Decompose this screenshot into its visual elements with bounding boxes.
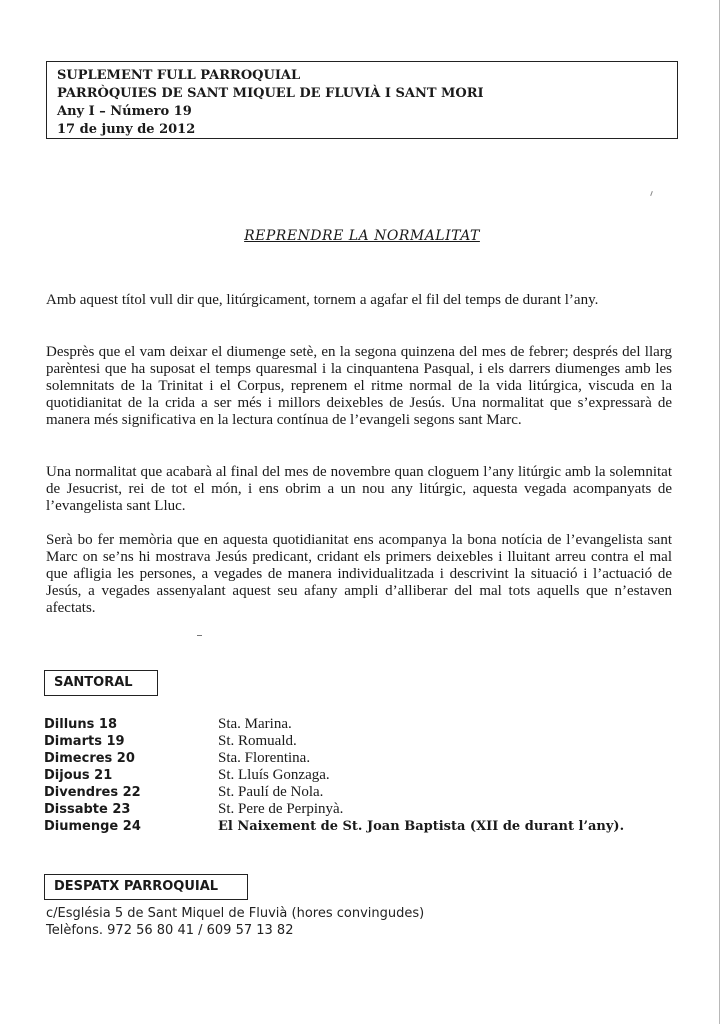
despatx-phones: Telèfons. 972 56 80 41 / 609 57 13 82: [46, 923, 294, 938]
santoral-heading: SANTORAL: [44, 670, 158, 696]
santoral-row: [44, 750, 684, 767]
despatx-info: [46, 905, 424, 939]
despatx-heading: DESPATX PARROQUIAL: [44, 874, 248, 900]
santoral-saint: St. Paulí de Nola.: [218, 784, 324, 800]
header-date: 17 de juny de 2012: [57, 122, 196, 137]
scan-mark: [197, 635, 202, 636]
page-edge-line: [719, 0, 720, 1024]
header-parishes: PARRÒQUIES DE SANT MIQUEL DE FLUVIÀ I SANT MORI: [57, 86, 484, 101]
header-issue-number: Any I – Número 19: [57, 104, 192, 119]
santoral-row: [44, 733, 684, 750]
santoral-row: [44, 716, 684, 733]
header-box: [46, 61, 678, 139]
santoral-saint: St. Pere de Perpinyà.: [218, 801, 344, 817]
article-paragraph-2: Desprès que el vam deixar el diumenge setè, en la segona quinzena del mes de febrer; després del llarg parèntesi que ha suposat el temps quaresmal i la cinquantena Pasqual, i els darrers diumenges amb les solemnitats de la Trinitat i el Corpus, reprenem el ritme normal de la vida litúrgica, viscuda en la quotidianitat de la crida a ser més i millors deixebles de Jesús. Una normalitat que s’expressarà de manera més significativa en la lectura contínua de l’evangeli segons sant Marc.: [46, 344, 672, 428]
santoral-row: [44, 767, 684, 784]
article-paragraph-1: Amb aquest títol vull dir que, litúrgicament, tornem a agafar el fil del temps de durant l’any.: [46, 292, 599, 308]
santoral-saint: St. Romuald.: [218, 733, 297, 749]
despatx-address: c/Església 5 de Sant Miquel de Fluvià (hores convingudes): [46, 906, 425, 921]
article-title: REPRENDRE LA NORMALITAT: [244, 228, 480, 244]
santoral-day: Dimecres 20: [44, 751, 135, 766]
santoral-saint-feast: El Naixement de St. Joan Baptista (XII de durant l’any).: [218, 819, 625, 834]
santoral-saint: St. Lluís Gonzaga.: [218, 767, 330, 783]
santoral-day: Dijous 21: [44, 768, 113, 783]
santoral-saint: Sta. Florentina.: [218, 750, 311, 766]
santoral-row: [44, 784, 684, 801]
santoral-row: [44, 818, 684, 835]
santoral-day: Dissabte 23: [44, 802, 131, 817]
scan-mark: [650, 191, 653, 196]
santoral-day: Diumenge 24: [44, 819, 141, 834]
header-publication: SUPLEMENT FULL PARROQUIAL: [57, 68, 301, 83]
article-paragraph-4: Serà bo fer memòria que en aquesta quotidianitat ens acompanya la bona notícia de l’evangelista sant Marc on se’ns hi mostrava Jesús predicant, cridant els primers deixebles i lluitant arreu contra el mal que afligia les persones, a vegades de manera individualitzada i descrivint la situació i l’actuació de Jesús, a vegades assenyalant aquest seu afany ampli d’alliberar del mal tots aquells que n’estaven afectats.: [46, 532, 672, 616]
santoral-list: [44, 716, 684, 835]
santoral-day: Dilluns 18: [44, 717, 118, 732]
santoral-row: [44, 801, 684, 818]
santoral-day: Dimarts 19: [44, 734, 125, 749]
santoral-day: Divendres 22: [44, 785, 141, 800]
santoral-saint: Sta. Marina.: [218, 716, 292, 732]
article-paragraph-3: Una normalitat que acabarà al final del mes de novembre quan cloguem l’any litúrgic amb la solemnitat de Jesucrist, rei de tot el món, i ens obrim a un nou any litúrgic, aquesta vegada acompanyats de l’evangelista sant Lluc.: [46, 464, 672, 514]
